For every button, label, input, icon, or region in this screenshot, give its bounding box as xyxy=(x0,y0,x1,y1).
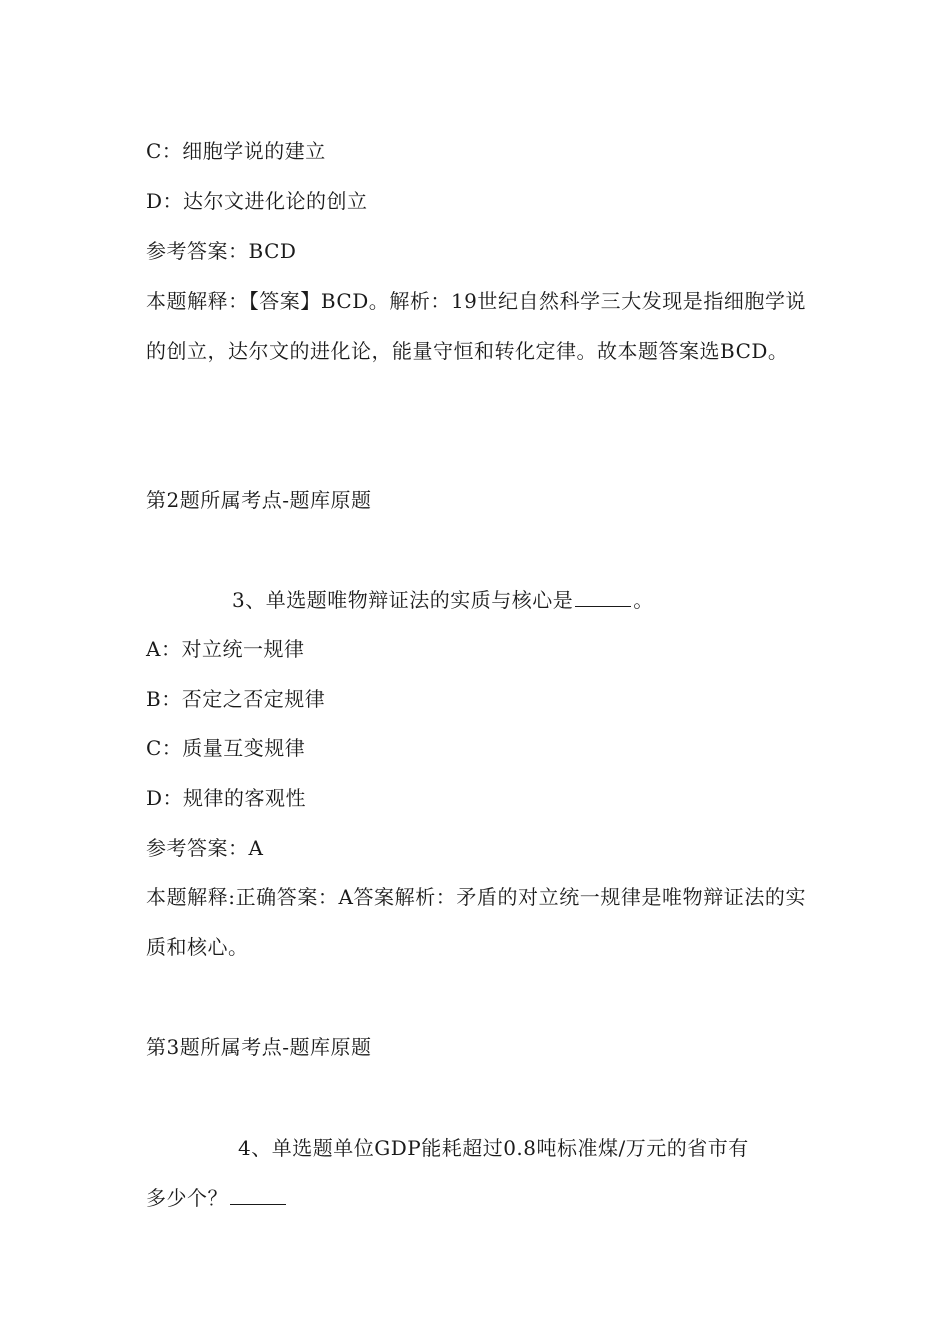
q3-option-a: A：对立统一规律 xyxy=(146,637,305,661)
answer-blank xyxy=(230,1186,286,1205)
q3-option-d: D：规律的客观性 xyxy=(146,786,307,810)
q3-option-b: B：否定之否定规律 xyxy=(146,687,326,711)
q3-answer: 参考答案：A xyxy=(146,836,264,860)
answer-blank xyxy=(575,588,631,607)
q3-explanation: 本题解释:正确答案：A答案解析：矛盾的对立统一规律是唯物辩证法的实质和核心。 xyxy=(146,885,806,959)
q2-option-d: D：达尔文进化论的创立 xyxy=(146,189,368,213)
q4-stem-line1: 4、单选题单位GDP能耗超过0.8吨标准煤/万元的省市有 xyxy=(238,1136,749,1160)
q4-stem-text: 多少个？ xyxy=(146,1186,228,1210)
q4-stem-line2 xyxy=(146,1184,288,1212)
q2-option-c: C：细胞学说的建立 xyxy=(146,139,326,163)
q2-explanation: 本题解释：【答案】BCD。解析：19世纪自然科学三大发现是指细胞学说的创立，达尔文的进化论，能量守恒和转化定律。故本题答案选BCD。 xyxy=(146,289,806,363)
q3-option-c: C：质量互变规律 xyxy=(146,736,306,760)
q3-stem xyxy=(232,586,654,614)
q3-stem-text: 3、单选题唯物辩证法的实质与核心是 xyxy=(232,588,574,612)
q2-answer: 参考答案：BCD xyxy=(146,239,297,263)
q3-stem-end: 。 xyxy=(633,588,654,612)
q3-source: 第3题所属考点-题库原题 xyxy=(146,1035,372,1059)
q2-source: 第2题所属考点-题库原题 xyxy=(146,488,372,512)
